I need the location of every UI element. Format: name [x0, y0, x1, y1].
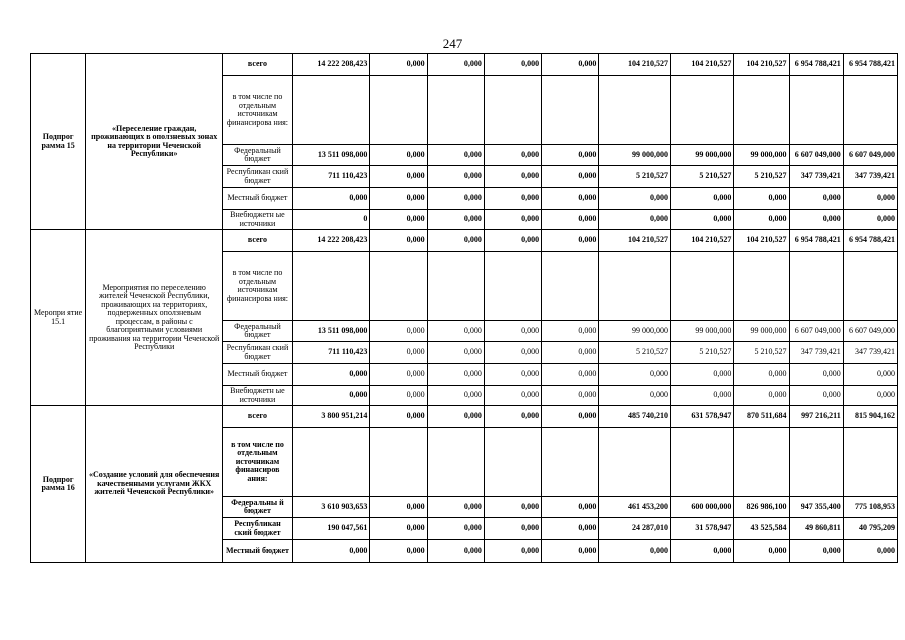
value-cell: 0,000 — [292, 188, 370, 210]
funding-source-cell: всего — [223, 54, 293, 76]
funding-source-cell: Республикан ский бюджет — [223, 342, 293, 364]
value-cell: 0,000 — [484, 54, 541, 76]
value-cell: 0,000 — [789, 188, 843, 210]
value-cell: 5 210,527 — [670, 166, 733, 188]
value-cell — [370, 428, 427, 497]
value-cell — [427, 428, 484, 497]
value-cell: 0,000 — [599, 364, 671, 386]
value-cell: 0,000 — [427, 54, 484, 76]
funding-source-cell: всего — [223, 406, 293, 428]
value-cell: 6 607 049,000 — [843, 321, 897, 342]
value-cell: 0,000 — [427, 518, 484, 540]
value-cell: 0,000 — [599, 386, 671, 406]
value-cell: 104 210,527 — [670, 54, 733, 76]
value-cell — [734, 252, 789, 321]
value-cell: 0,000 — [542, 210, 599, 230]
value-cell: 0,000 — [484, 497, 541, 518]
value-cell: 104 210,527 — [599, 230, 671, 252]
value-cell — [370, 76, 427, 145]
funding-source-cell: Федеральный бюджет — [223, 145, 293, 166]
value-cell: 600 000,000 — [670, 497, 733, 518]
value-cell: 0,000 — [427, 342, 484, 364]
value-cell: 0,000 — [542, 166, 599, 188]
value-cell: 0,000 — [542, 364, 599, 386]
value-cell: 0,000 — [370, 210, 427, 230]
value-cell — [599, 76, 671, 145]
funding-source-cell: Местный бюджет — [223, 364, 293, 386]
value-cell: 0,000 — [484, 342, 541, 364]
value-cell: 0,000 — [670, 188, 733, 210]
value-cell — [542, 428, 599, 497]
funding-source-cell: Внебюджетн ые источники — [223, 386, 293, 406]
value-cell — [484, 252, 541, 321]
value-cell: 0,000 — [789, 364, 843, 386]
value-cell: 815 904,162 — [843, 406, 897, 428]
value-cell: 0,000 — [370, 54, 427, 76]
value-cell — [484, 428, 541, 497]
value-cell: 5 210,527 — [599, 342, 671, 364]
value-cell: 0,000 — [843, 210, 897, 230]
program-code-cell: Подпрог рамма 15 — [31, 54, 86, 230]
value-cell: 0,000 — [370, 518, 427, 540]
value-cell: 13 511 098,000 — [292, 145, 370, 166]
value-cell: 0,000 — [484, 166, 541, 188]
value-cell: 997 216,211 — [789, 406, 843, 428]
value-cell: 6 954 788,421 — [843, 54, 897, 76]
value-cell: 0,000 — [370, 406, 427, 428]
value-cell: 5 210,527 — [734, 166, 789, 188]
value-cell: 485 740,210 — [599, 406, 671, 428]
value-cell: 0,000 — [843, 386, 897, 406]
value-cell: 0,000 — [427, 230, 484, 252]
value-cell: 0,000 — [292, 364, 370, 386]
value-cell: 0,000 — [484, 210, 541, 230]
value-cell — [789, 428, 843, 497]
value-cell: 0,000 — [370, 230, 427, 252]
value-cell: 99 000,000 — [599, 321, 671, 342]
value-cell — [670, 428, 733, 497]
value-cell: 0,000 — [292, 386, 370, 406]
value-cell: 0,000 — [789, 540, 843, 563]
value-cell: 711 110,423 — [292, 342, 370, 364]
value-cell: 347 739,421 — [843, 166, 897, 188]
value-cell: 40 795,209 — [843, 518, 897, 540]
value-cell: 0,000 — [484, 406, 541, 428]
value-cell: 0,000 — [599, 210, 671, 230]
value-cell: 0,000 — [789, 386, 843, 406]
value-cell: 99 000,000 — [599, 145, 671, 166]
value-cell: 99 000,000 — [734, 145, 789, 166]
value-cell: 0,000 — [427, 210, 484, 230]
value-cell — [599, 252, 671, 321]
value-cell: 6 954 788,421 — [789, 230, 843, 252]
funding-source-cell: в том числе по отдельным источникам финансирова ния: — [223, 252, 293, 321]
value-cell: 0,000 — [484, 321, 541, 342]
program-title-cell: «Переселение граждан, проживающих в оползневых зонах на территории Чеченской Республики» — [86, 54, 223, 230]
value-cell — [484, 76, 541, 145]
value-cell: 0,000 — [542, 540, 599, 563]
value-cell: 3 610 903,653 — [292, 497, 370, 518]
value-cell: 49 860,811 — [789, 518, 843, 540]
value-cell: 0,000 — [843, 540, 897, 563]
table-row — [31, 406, 898, 428]
value-cell: 0,000 — [427, 386, 484, 406]
value-cell: 0,000 — [370, 321, 427, 342]
value-cell: 0,000 — [599, 540, 671, 563]
value-cell: 104 210,527 — [670, 230, 733, 252]
value-cell: 0,000 — [370, 497, 427, 518]
value-cell: 6 954 788,421 — [789, 54, 843, 76]
value-cell: 0,000 — [370, 540, 427, 563]
value-cell — [427, 252, 484, 321]
value-cell: 0,000 — [670, 210, 733, 230]
value-cell — [292, 428, 370, 497]
value-cell: 3 800 951,214 — [292, 406, 370, 428]
table-row — [31, 230, 898, 252]
value-cell: 0,000 — [734, 386, 789, 406]
value-cell: 0,000 — [370, 364, 427, 386]
value-cell: 0,000 — [542, 518, 599, 540]
value-cell: 5 210,527 — [670, 342, 733, 364]
funding-source-cell: в том числе по отдельным источникам финансирова ния: — [223, 76, 293, 145]
funding-source-cell: Местный бюджет — [223, 540, 293, 563]
value-cell: 0,000 — [670, 386, 733, 406]
value-cell: 0,000 — [427, 166, 484, 188]
value-cell: 0,000 — [484, 364, 541, 386]
value-cell: 31 578,947 — [670, 518, 733, 540]
value-cell: 0,000 — [484, 386, 541, 406]
value-cell: 461 453,200 — [599, 497, 671, 518]
value-cell: 0,000 — [292, 540, 370, 563]
program-title-cell: Мероприятия по переселению жителей Чеченской Республики, проживающих на территориях, подверженных оползневым процессам, в районы с благоприятными условиями проживания на территории Чеченской Республики — [86, 230, 223, 406]
value-cell: 0,000 — [670, 540, 733, 563]
value-cell: 0,000 — [542, 342, 599, 364]
program-title-cell: «Создание условий для обеспечения качественными услугами ЖКХ жителей Чеченской Республики» — [86, 406, 223, 563]
value-cell: 6 607 049,000 — [843, 145, 897, 166]
table-row — [31, 54, 898, 76]
value-cell: 775 108,953 — [843, 497, 897, 518]
value-cell: 0,000 — [542, 188, 599, 210]
value-cell: 190 047,561 — [292, 518, 370, 540]
value-cell: 0,000 — [734, 540, 789, 563]
value-cell: 0,000 — [370, 386, 427, 406]
budget-table — [30, 53, 898, 563]
value-cell — [789, 76, 843, 145]
value-cell: 99 000,000 — [670, 321, 733, 342]
value-cell: 826 986,100 — [734, 497, 789, 518]
value-cell: 0,000 — [542, 497, 599, 518]
value-cell: 24 287,010 — [599, 518, 671, 540]
value-cell: 870 511,684 — [734, 406, 789, 428]
value-cell: 104 210,527 — [599, 54, 671, 76]
value-cell: 0,000 — [599, 188, 671, 210]
value-cell: 0,000 — [670, 364, 733, 386]
funding-source-cell: в том числе по отдельным источникам финансиров ания: — [223, 428, 293, 497]
value-cell — [843, 252, 897, 321]
value-cell: 6 607 049,000 — [789, 321, 843, 342]
value-cell — [670, 76, 733, 145]
program-code-cell: Меропри ятие 15.1 — [31, 230, 86, 406]
funding-source-cell: Внебюджетн ые источники — [223, 210, 293, 230]
funding-source-cell: Республикан ский бюджет — [223, 166, 293, 188]
value-cell: 0,000 — [484, 518, 541, 540]
value-cell: 14 222 208,423 — [292, 230, 370, 252]
value-cell: 0,000 — [427, 540, 484, 563]
value-cell — [542, 76, 599, 145]
value-cell: 0,000 — [370, 188, 427, 210]
value-cell: 43 525,584 — [734, 518, 789, 540]
value-cell: 0,000 — [427, 497, 484, 518]
value-cell: 0,000 — [370, 166, 427, 188]
value-cell — [599, 428, 671, 497]
value-cell: 104 210,527 — [734, 230, 789, 252]
value-cell — [292, 252, 370, 321]
value-cell: 0 — [292, 210, 370, 230]
program-code-cell: Подпрог рамма 16 — [31, 406, 86, 563]
value-cell: 0,000 — [484, 230, 541, 252]
value-cell: 0,000 — [789, 210, 843, 230]
value-cell: 6 954 788,421 — [843, 230, 897, 252]
value-cell: 0,000 — [427, 188, 484, 210]
value-cell: 99 000,000 — [734, 321, 789, 342]
value-cell — [843, 428, 897, 497]
value-cell — [734, 428, 789, 497]
value-cell: 711 110,423 — [292, 166, 370, 188]
funding-source-cell: Местный бюджет — [223, 188, 293, 210]
value-cell: 104 210,527 — [734, 54, 789, 76]
value-cell: 0,000 — [427, 406, 484, 428]
value-cell: 0,000 — [542, 386, 599, 406]
value-cell: 0,000 — [484, 145, 541, 166]
value-cell — [734, 76, 789, 145]
funding-source-cell: всего — [223, 230, 293, 252]
value-cell: 0,000 — [542, 406, 599, 428]
value-cell: 6 607 049,000 — [789, 145, 843, 166]
value-cell: 347 739,421 — [789, 342, 843, 364]
value-cell: 0,000 — [484, 188, 541, 210]
value-cell: 0,000 — [542, 145, 599, 166]
value-cell: 347 739,421 — [789, 166, 843, 188]
value-cell: 347 739,421 — [843, 342, 897, 364]
value-cell: 0,000 — [427, 364, 484, 386]
value-cell: 0,000 — [542, 321, 599, 342]
funding-source-cell: Федеральны й бюджет — [223, 497, 293, 518]
value-cell — [789, 252, 843, 321]
value-cell: 5 210,527 — [734, 342, 789, 364]
value-cell: 0,000 — [542, 230, 599, 252]
value-cell: 0,000 — [427, 145, 484, 166]
value-cell: 99 000,000 — [670, 145, 733, 166]
funding-source-cell: Федеральный бюджет — [223, 321, 293, 342]
value-cell: 0,000 — [370, 342, 427, 364]
value-cell: 5 210,527 — [599, 166, 671, 188]
value-cell: 13 511 098,000 — [292, 321, 370, 342]
value-cell: 0,000 — [370, 145, 427, 166]
value-cell: 0,000 — [484, 540, 541, 563]
value-cell: 0,000 — [734, 364, 789, 386]
value-cell: 947 355,400 — [789, 497, 843, 518]
value-cell — [370, 252, 427, 321]
value-cell: 0,000 — [542, 54, 599, 76]
value-cell — [542, 252, 599, 321]
value-cell: 0,000 — [734, 188, 789, 210]
value-cell — [292, 76, 370, 145]
value-cell: 631 578,947 — [670, 406, 733, 428]
page-number: 247 — [442, 36, 463, 51]
value-cell: 14 222 208,423 — [292, 54, 370, 76]
value-cell — [427, 76, 484, 145]
value-cell: 0,000 — [427, 321, 484, 342]
value-cell — [843, 76, 897, 145]
value-cell: 0,000 — [734, 210, 789, 230]
value-cell — [670, 252, 733, 321]
funding-source-cell: Республикан ский бюджет — [223, 518, 293, 540]
value-cell: 0,000 — [843, 364, 897, 386]
value-cell: 0,000 — [843, 188, 897, 210]
